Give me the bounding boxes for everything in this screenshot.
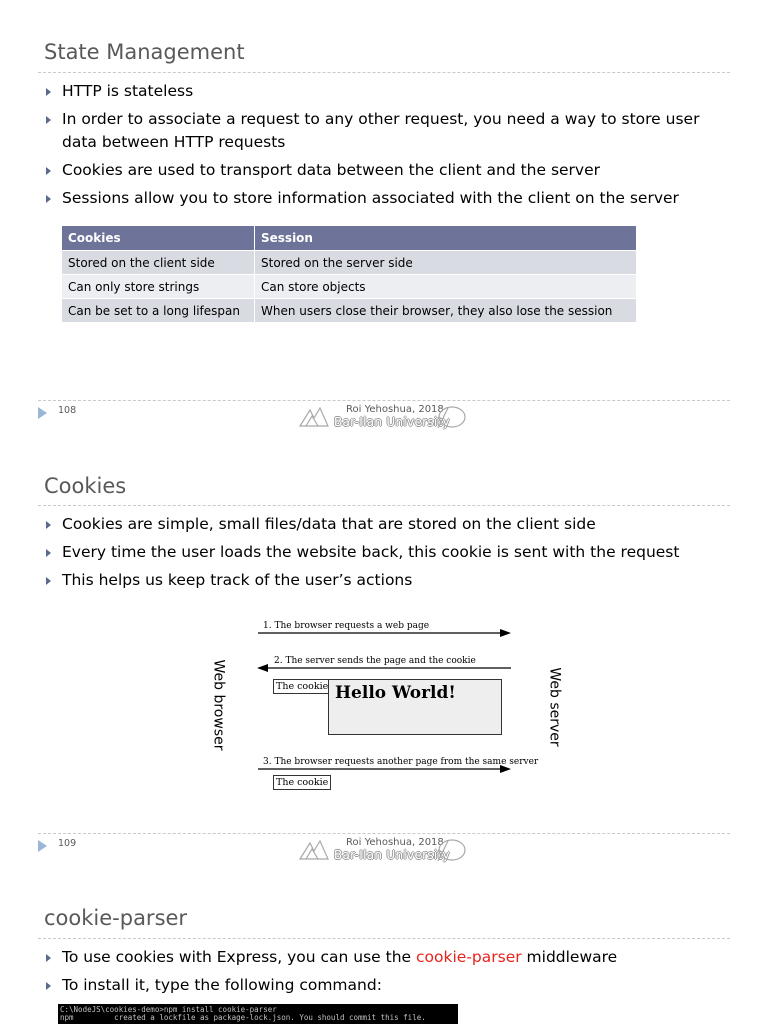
slide-title: State Management	[44, 40, 245, 64]
web-server-label: Web server	[546, 667, 563, 747]
university-name: Bar-Ilan University	[334, 848, 450, 862]
university-emblem-icon	[432, 837, 468, 863]
table-row	[62, 251, 637, 275]
bullet-item: To install it, type the following command:	[44, 974, 724, 997]
bullet-arrow-icon	[46, 167, 51, 175]
table-row	[62, 275, 637, 299]
university-name: Bar-Ilan University	[334, 415, 450, 429]
bullet-arrow-icon	[46, 577, 51, 585]
bullet-list	[44, 80, 724, 215]
title-divider	[38, 72, 730, 73]
bullet-item: This helps us keep track of the user’s actions	[44, 569, 724, 592]
university-logo-icon	[298, 837, 334, 863]
slide-footer	[38, 835, 730, 865]
web-page-text: Hello World!	[335, 683, 456, 703]
slide-title: Cookies	[44, 474, 127, 498]
terminal-line: C:\NodeJS\cookies-demo>npm install cookie-parser	[60, 1005, 277, 1014]
package-name-highlight: cookie-parser	[416, 948, 522, 966]
page-number: 108	[58, 405, 77, 416]
table-header-row	[62, 226, 637, 251]
bullet-list	[44, 513, 724, 597]
table-header-cell: Session	[255, 226, 637, 251]
page-marker-icon	[38, 840, 47, 852]
bullet-arrow-icon	[46, 116, 51, 124]
university-logo-icon	[298, 404, 334, 430]
title-divider	[38, 938, 730, 939]
bullet-item: To use cookies with Express, you can use the cookie-parser middleware	[44, 946, 724, 969]
bullet-item: Cookies are used to transport data between the client and the server	[44, 159, 724, 182]
web-browser-label: Web browser	[210, 659, 227, 751]
university-credit	[298, 402, 478, 432]
bullet-arrow-icon	[46, 549, 51, 557]
step2-label: 2. The server sends the page and the cookie	[274, 656, 476, 666]
table-cell: Can store objects	[255, 275, 637, 299]
cookies-vs-session-table	[62, 226, 637, 322]
table-cell: Stored on the client side	[62, 251, 255, 275]
author-credit: Roi Yehoshua, 2018	[346, 837, 444, 848]
table-cell: Can be set to a long lifespan	[62, 299, 255, 323]
bullet-item: HTTP is stateless	[44, 80, 724, 103]
page-number: 109	[58, 838, 77, 849]
web-page-box	[328, 679, 502, 735]
table-cell: When users close their browser, they also lose the session	[255, 299, 637, 323]
title-divider	[38, 505, 730, 506]
terminal-line: npm created a lockfile as package-lock.json. You should commit this file.	[60, 1013, 426, 1022]
request-arrowhead-icon	[500, 629, 511, 637]
cookie-flow-diagram	[195, 615, 565, 800]
bullet-arrow-icon	[46, 521, 51, 529]
bullet-arrow-icon	[46, 954, 51, 962]
author-credit: Roi Yehoshua, 2018	[346, 404, 444, 415]
bullet-arrow-icon	[46, 195, 51, 203]
bullet-item: Every time the user loads the website back, this cookie is sent with the request	[44, 541, 724, 564]
bullet-item: In order to associate a request to any other request, you need a way to store user data between HTTP requests	[44, 108, 724, 154]
slide-footer	[38, 402, 730, 432]
bullet-arrow-icon	[46, 982, 51, 990]
footer-divider	[38, 833, 730, 834]
bullet-item: Cookies are simple, small files/data that are stored on the client side	[44, 513, 724, 536]
bullet-arrow-icon	[46, 88, 51, 96]
table-cell: Can only store strings	[62, 275, 255, 299]
bullet-item: Sessions allow you to store information associated with the client on the server	[44, 187, 724, 210]
table-cell: Stored on the server side	[255, 251, 637, 275]
university-emblem-icon	[432, 404, 468, 430]
step1-label: 1. The browser requests a web page	[263, 621, 430, 631]
step3-label: 3. The browser requests another page from the same server	[263, 757, 539, 767]
cookie-box: The cookie	[273, 775, 331, 790]
response-arrowhead-icon	[257, 664, 268, 672]
footer-divider	[38, 400, 730, 401]
table-row	[62, 299, 637, 323]
cookie-box: The cookie	[273, 679, 331, 694]
bullet-list	[44, 946, 724, 1002]
slide-title: cookie-parser	[44, 906, 188, 930]
university-credit	[298, 835, 478, 865]
terminal-screenshot	[58, 1004, 458, 1024]
table-header-cell: Cookies	[62, 226, 255, 251]
page-marker-icon	[38, 407, 47, 419]
